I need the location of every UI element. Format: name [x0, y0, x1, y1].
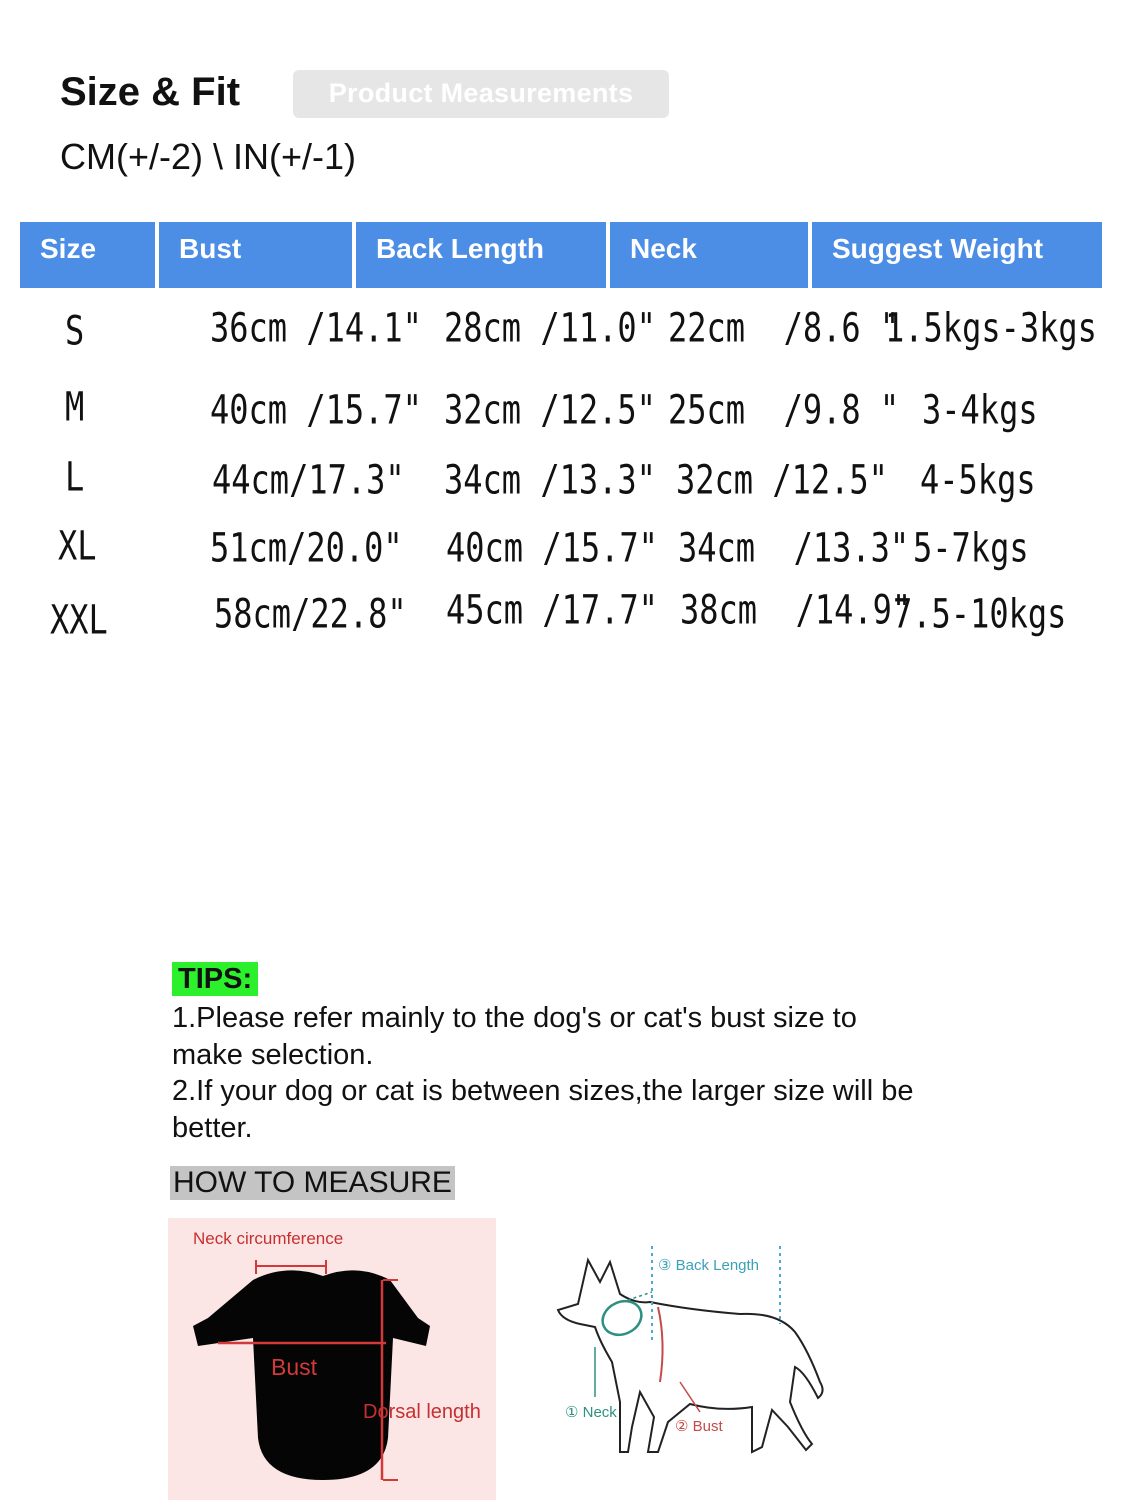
neck-cell: 22cm /8.6 "	[668, 304, 900, 352]
size-cell: XXL	[50, 596, 108, 644]
bust-label: ② Bust	[675, 1418, 723, 1435]
page-title: Size & Fit	[60, 70, 241, 114]
size-cell: XL	[58, 522, 97, 570]
dog-illustration	[540, 1232, 840, 1482]
bust-cell: 51cm/20.0"	[210, 524, 403, 572]
neck-cell: 32cm /12.5"	[676, 456, 888, 504]
size-cell: L	[65, 453, 85, 501]
dog-measure-diagram	[540, 1232, 840, 1482]
tips-text	[172, 1000, 932, 1146]
units-note: CM(+/-2) \ IN(+/-1)	[60, 136, 357, 177]
weight-cell: 5-7kgs	[913, 524, 1029, 572]
weight-cell: 1.5kgs-3kgs	[885, 304, 1097, 352]
weight-cell: 7.5-10kgs	[893, 590, 1067, 638]
back-length-cell: 45cm /17.7"	[446, 586, 658, 634]
back-length-label: ③ Back Length	[658, 1257, 760, 1274]
neck-cell: 38cm /14.9"	[680, 586, 912, 634]
column-header-neck: Neck	[610, 222, 808, 288]
size-cell: S	[65, 307, 85, 355]
back-length-cell: 34cm /13.3"	[444, 456, 656, 504]
how-to-measure-label: HOW TO MEASURE	[170, 1166, 455, 1200]
bust-cell: 40cm /15.7"	[210, 386, 422, 434]
neck-cell: 25cm /9.8 "	[668, 386, 900, 434]
bust-cell: 58cm/22.8"	[214, 590, 407, 638]
tips-label: TIPS:	[172, 962, 258, 996]
bust-cell: 44cm/17.3"	[212, 456, 405, 504]
product-measurements-badge: Product Measurements	[293, 70, 669, 118]
bust-cell: 36cm /14.1"	[210, 304, 422, 352]
column-header-suggest-weight: Suggest Weight	[812, 222, 1102, 288]
shirt-illustration	[168, 1218, 496, 1500]
dorsal-length-label: Dorsal length	[363, 1401, 481, 1423]
column-header-back-length: Back Length	[356, 222, 606, 288]
bust-label: Bust	[271, 1354, 318, 1380]
weight-cell: 3-4kgs	[922, 386, 1038, 434]
size-cell: M	[65, 383, 85, 431]
neck-cell: 34cm /13.3"	[678, 524, 910, 572]
neck-label: ① Neck	[565, 1404, 617, 1421]
shirt-measure-diagram	[168, 1218, 496, 1500]
neck-circumference-label: Neck circumference	[193, 1229, 344, 1248]
tip-2: 2.If your dog or cat is between sizes,the larger size will be better.	[172, 1075, 914, 1144]
column-header-size: Size	[20, 222, 155, 288]
size-table-header	[20, 222, 1102, 288]
weight-cell: 4-5kgs	[920, 456, 1036, 504]
back-length-cell: 28cm /11.0"	[444, 304, 656, 352]
back-length-cell: 32cm /12.5"	[444, 386, 656, 434]
tip-1: 1.Please refer mainly to the dog's or cat's bust size to make selection.	[172, 1002, 857, 1071]
back-length-cell: 40cm /15.7"	[446, 524, 658, 572]
column-header-bust: Bust	[159, 222, 352, 288]
